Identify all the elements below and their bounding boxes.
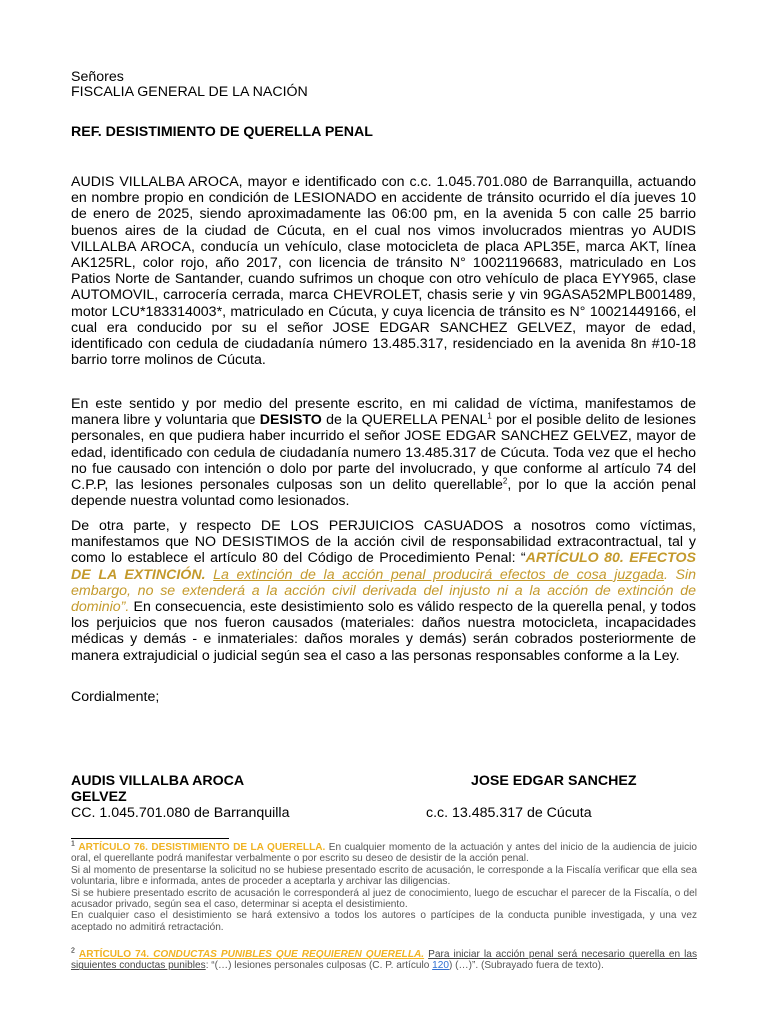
signature-right-name-continued: GELVEZ [71,789,127,805]
p3-text-b: En consecuencia, este desistimiento solo es válido respecto de la querella penal, y todos los perjuicios que nos fueron causados (materiales: daños nuestra motocicleta, incapacidades médicas y demás - e inmateriales: daños morales y demás) serán cobrados posteriormente de manera extrajudicial o judicial según sea el caso a las personas responsables conforme a la Ley. [71,599,696,664]
paragraph-1: AUDIS VILLALBA AROCA, mayor e identificado con c.c. 1.045.701.080 de Barranquilla, actuando en nombre propio en condición de LESIONADO en accidente de tránsito ocurrido el día jueves 10 de enero de 2025, siendo aproximadamente las 06:00 pm, en la avenida 5 con calle 25 barrio buenos aires de la ciudad de Cúcuta, en el cual nos vimos involucrados mientras yo AUDIS VILLALBA AROCA, conducía un vehículo, clase motocicleta de placa APL35E, marca AKT, línea AK125RL, color rojo, año 2017, con licencia de tránsito N° 10021196683, matriculado en Los Patios Norte de Santander, cuando sufrimos un choque con otro vehículo de placa EYY965, clase AUTOMOVIL, carrocería cerrada, marca CHEVROLET, chasis serie y vin 9GASA52MPLB001489, motor LCU*183314003*, matriculado en Cúcuta, y cuya licencia de tránsito es N° 10021449166, el cual era conducido por su el señor JOSE EDGAR SANCHEZ GELVEZ, mayor de edad, identificado con cedula de ciudadanía número 13.485.317, residenciado en la avenida 8n #10-18 barrio torre molinos de Cúcuta. [71,174,696,369]
article-80-quote: . Sin embargo, no se extenderá a la acción civil derivada del injusto ni a la acción de extinción de dominio”. [71,566,696,616]
footnote-2-underlined: Para iniciar la acción penal será necesario querella en las siguientes conductas punibles [71,949,698,972]
signature-right-name: JOSE EDGAR SANCHEZ [471,773,637,789]
paragraph-2 [71,396,696,509]
footnote-ref-1[interactable]: 1 [487,411,492,421]
p2-text-b: de la QUERELLA PENAL [321,412,488,429]
footnote-ref-2[interactable]: 2 [502,476,508,486]
footnote-2-title-b: CONDUCTAS PUNIBLES QUE REQUIEREN QUERELLA. [149,949,425,960]
paragraph-3 [71,518,696,664]
p3-text-a: De otra parte, y respecto DE LOS PERJUICIOS CASUADOS a nosotros como víctimas, manifestamos que NO DESISTIMOS de la acción civil de responsabilidad extracontractual, tal y como lo establece el artículo 80 del Código de Procedimiento Penal: “ [71,518,696,567]
footnote-2-title-a: ARTÍCULO 74. [78,949,150,960]
article-80-title: ARTÍCULO 80. EFECTOS DE LA EXTINCIÓN. [71,550,697,583]
closing: Cordialmente; [71,689,160,705]
p2-desisto: DESISTO [259,412,322,429]
reference-line: REF. DESISTIMIENTO DE QUERELLA PENAL [71,124,373,140]
p2-text-a: En este sentido y por medio del presente escrito, en mi calidad de víctima, manifestamos de manera libre y voluntaria que [71,396,696,429]
footnote-2 [71,949,697,972]
p2-text-d: , por lo que la acción penal depende nuestra voluntad como lesionados. [71,477,696,510]
footnote-2-number: 2 [71,947,75,955]
footnote-1-para-1 [71,842,697,865]
footnote-1-title: ARTÍCULO 76. DESISTIMIENTO DE LA QUERELLA. [78,842,326,853]
footnote-1-number: 1 [71,840,75,848]
article-80-quote-underlined: La extinción de la acción penal producirá efectos de cosa juzgada [213,566,664,583]
p2-text-c: por el posible delito de lesiones personales, en que pudiera haber incurrido el señor JOSE EDGAR SANCHEZ GELVEZ, mayor de edad, identificado con cedula de ciudadanía numero 13.485.317 de Cúcuta. Toda vez que el hecho no fue causado con intención o dolo por parte del involucrado, y que conforme al artículo 74 del C.P.P, las lesiones personales culposas son un delito querellable [71,412,696,494]
footnote-2-text-a: : “(…) lesiones personales culposas (C. P. artículo [205,960,433,972]
footnote-1 [71,842,697,933]
footnote-1-para-3: Si se hubiere presentado escrito de acusación le corresponderá al juez de conocimiento, luego de escuchar el parecer de la Fiscalía, o del acusador privado, según sea el caso, determinar si acepta el desistimiento. [71,887,697,911]
footnote-1-para-2: Si al momento de presentarse la solicitud no se hubiese presentado escrito de acusación, le corresponde a la Fiscalía verificar que ella sea voluntaria, libre e informada, antes de proceder a aceptarla y archivar las diligencias. [71,864,697,888]
p3-space [206,567,214,583]
signature-left-id: CC. 1.045.701.080 de Barranquilla [71,805,290,821]
footnote-1-para-4: En cualquier caso el desistimiento se hará extensivo a todos los autores o partícipes de la conducta punible investigada, y una vez aceptado no admitirá retractación. [71,910,697,933]
recipient: FISCALIA GENERAL DE LA NACIÓN [71,84,308,100]
signature-left-name: AUDIS VILLALBA AROCA [71,773,245,789]
footnote-separator [71,838,229,839]
footnote-2-link[interactable]: 120 [432,960,449,972]
salutation: Señores [71,69,124,85]
signature-right-id: c.c. 13.485.317 de Cúcuta [426,805,592,821]
footnote-2-text-b: ) (…)”. (Subrayado fuera de texto). [449,960,604,972]
footnote-1-text-1: En cualquier momento de la actuación y antes del inicio de la audiencia de juicio oral, el querellante podrá manifestar verbalmente o por escrito su deseo de desistir de la acción penal. [71,842,697,865]
